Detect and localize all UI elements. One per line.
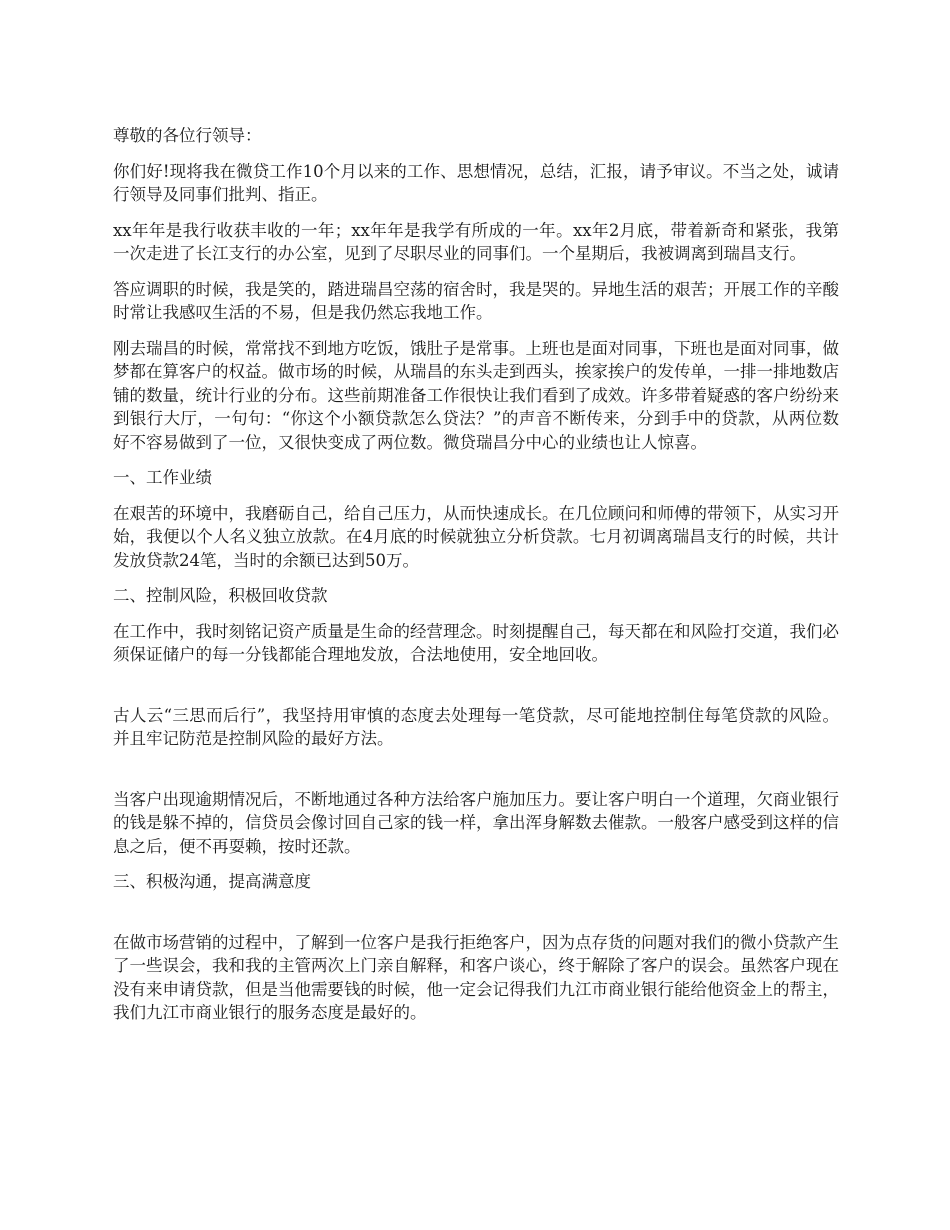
body-paragraph: 在做市场营销的过程中，了解到一位客户是我行拒绝客户，因为点存货的问题对我们的微小贷款产生了一些误会，我和我的主管两次上门亲自解释，和客户谈心，终于解除了客户的误会。虽然客户现在没有来申请贷款，但是当他需要钱的时候，他一定会记得我们九江市商业银行能给他资金上的帮主，我们九江市商业银行的服务态度是最好的。 — [113, 932, 839, 1022]
body-paragraph: 你们好!现将我在微贷工作10个月以来的工作、思想情况，总结，汇报，请予审议。不当之处，诚请行领导及同事们批判、指正。 — [113, 161, 839, 204]
salutation: 尊敬的各位行领导： — [113, 126, 262, 145]
body-paragraph: 刚去瑞昌的时候，常常找不到地方吃饭，饿肚子是常事。上班也是面对同事，下班也是面对同事，做梦都在算客户的权益。做市场的时候，从瑞昌的东头走到西头，挨家挨户的发传单，一排一排地数店铺的数量，统计行业的分布。这些前期准备工作很快让我们看到了成效。许多带着疑惑的客户纷纷来到银行大厅，一句句：“你这个小额贷款怎么贷法？”的声音不断传来，分到手中的贷款，从两位数好不容易做到了一位，又很快变成了两位数。微贷瑞昌分中心的业绩也让人惊喜。 — [113, 338, 839, 452]
section-heading: 一、工作业绩 — [113, 468, 212, 487]
body-paragraph: 在工作中，我时刻铭记资产质量是生命的经营理念。时刻提醒自己，每天都在和风险打交道，我们必须保证储户的每一分钱都能合理地发放，合法地使用，安全地回收。 — [113, 621, 839, 664]
body-paragraph: 当客户出现逾期情况后，不断地通过各种方法给客户施加压力。要让客户明白一个道理，欠商业银行的钱是躲不掉的，信贷员会像讨回自己家的钱一样，拿出浑身解数去催款。一般客户感受到这样的信息之后，便不再耍赖，按时还款。 — [113, 789, 839, 856]
body-paragraph: 答应调职的时候，我是笑的，踏进瑞昌空荡的宿舍时，我是哭的。异地生活的艰苦；开展工作的辛酸时常让我感叹生活的不易，但是我仍然忘我地工作。 — [113, 279, 839, 322]
body-paragraph: xx年年是我行收获丰收的一年；xx年年是我学有所成的一年。xx年2月底，带着新奇和紧张，我第一次走进了长江支行的办公室，见到了尽职尽业的同事们。一个星期后，我被调离到瑞昌支行。 — [113, 220, 839, 263]
section-heading: 三、积极沟通，提高满意度 — [113, 872, 311, 891]
section-heading: 二、控制风险，积极回收贷款 — [113, 586, 328, 605]
body-paragraph: 在艰苦的环境中，我磨砺自己，给自己压力，从而快速成长。在几位顾问和师傅的带领下，从实习开始，我便以个人名义独立放款。在4月底的时候就独立分析贷款。七月初调离瑞昌支行的时候，共计发放贷款24笔，当时的余额已达到50万。 — [113, 503, 839, 570]
body-paragraph: 古人云“三思而后行”，我坚持用审慎的态度去处理每一笔贷款，尽可能地控制住每笔贷款的风险。并且牢记防范是控制风险的最好方法。 — [113, 705, 839, 748]
document-body — [113, 124, 839, 1037]
